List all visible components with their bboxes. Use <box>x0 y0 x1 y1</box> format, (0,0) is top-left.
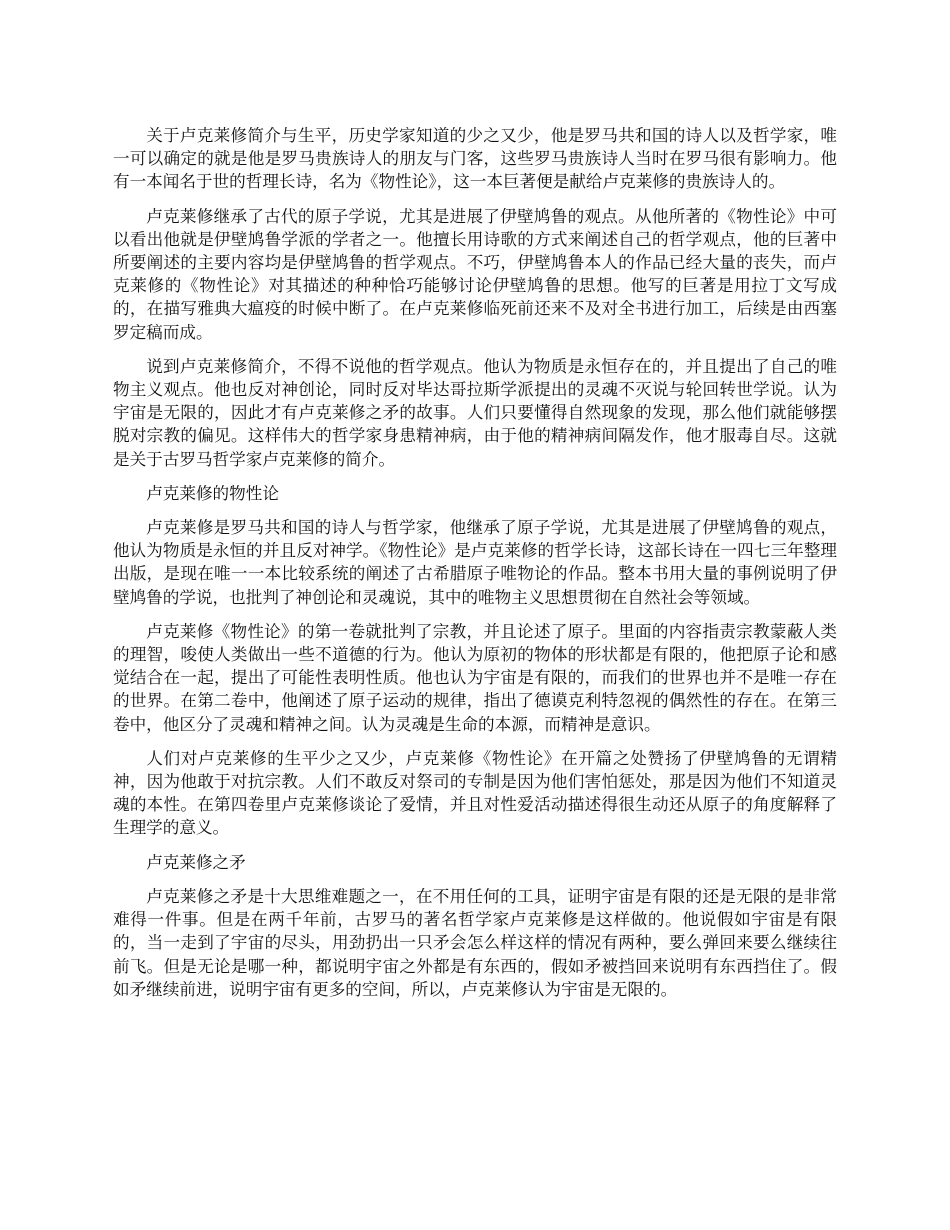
paragraph-intro: 关于卢克莱修简介与生平，历史学家知道的少之又少，他是罗马共和国的诗人以及哲学家，唯一可以确定的就是他是罗马贵族诗人的朋友与门客，这些罗马贵族诗人当时在罗马很有影响力。他有一本闻名于世的哲理长诗，名为《物性论》，这一本巨著便是献给卢克莱修的贵族诗人的。 <box>113 126 837 192</box>
paragraph-book-four: 人们对卢克莱修的生平少之又少，卢克莱修《物性论》在开篇之处赞扬了伊壁鸠鲁的无谓精神，因为他敢于对抗宗教。人们不敢反对祭司的专制是因为他们害怕惩处，那是因为他们不知道灵魂的本性。在第四卷里卢克莱修谈论了爱情，并且对性爱活动描述得很生动还从原子的角度解释了生理学的意义。 <box>113 748 837 838</box>
paragraph-atomism: 卢克莱修继承了古代的原子学说，尤其是进展了伊壁鸠鲁的观点。从他所著的《物性论》中可以看出他就是伊壁鸠鲁学派的学者之一。他擅长用诗歌的方式来阐述自己的哲学观点，他的巨著中所要阐述的主要内容均是伊壁鸠鲁的哲学观点。不巧，伊壁鸠鲁本人的作品已经大量的丧失，而卢克莱修的《物性论》对其描述的种种恰巧能够讨论伊壁鸠鲁的思想。他写的巨著是用拉丁文写成的，在描写雅典大瘟疫的时候中断了。在卢克莱修临死前还来不及对全书进行加工，后续是由西塞罗定稿而成。 <box>113 206 837 342</box>
paragraph-spear-argument: 卢克莱修之矛是十大思维难题之一，在不用任何的工具，证明宇宙是有限的还是无限的是非常难得一件事。但是在两千年前，古罗马的著名哲学家卢克莱修是这样做的。他说假如宇宙是有限的，当一走到了宇宙的尽头，用劲扔出一只矛会怎么样这样的情况有两种，要么弹回来要么继续往前飞。但是无论是哪一种，都说明宇宙之外都是有东西的，假如矛被挡回来说明有东西挡住了。假如矛继续前进，说明宇宙有更多的空间，所以，卢克莱修认为宇宙是无限的。 <box>113 886 837 999</box>
section-heading-de-rerum-natura: 卢克莱修的物性论 <box>146 483 279 503</box>
document-body <box>113 124 837 1012</box>
paragraph-book-contents: 卢克莱修《物性论》的第一卷就批判了宗教，并且论述了原子。里面的内容指责宗教蒙蔽人类的理智，唆使人类做出一些不道德的行为。他认为原初的物体的形状都是有限的，他把原子论和感觉结合在一起，提出了可能性表明性质。他也认为宇宙是有限的，而我们的世界也并不是唯一存在的世界。在第二卷中，他阐述了原子运动的规律，指出了德谟克利特忽视的偶然性的存在。在第三卷中，他区分了灵魂和精神之间。认为灵魂是生命的本源，而精神是意识。 <box>113 621 837 734</box>
paragraph-de-rerum-natura-overview: 卢克莱修是罗马共和国的诗人与哲学家，他继承了原子学说，尤其是进展了伊壁鸠鲁的观点，他认为物质是永恒的并且反对神学。《物性论》是卢克莱修的哲学长诗，这部长诗在一四七三年整理出版，是现在唯一一本比较系统的阐述了古希腊原子唯物论的作品。整本书用大量的事例说明了伊壁鸠鲁的学说，也批判了神创论和灵魂说，其中的唯物主义思想贯彻在自然社会等领域。 <box>113 518 837 607</box>
paragraph-philosophy: 说到卢克莱修简介，不得不说他的哲学观点。他认为物质是永恒存在的，并且提出了自己的唯物主义观点。他也反对神创论，同时反对毕达哥拉斯学派提出的灵魂不灭说与轮回转世学说。认为宇宙是无限的，因此才有卢克莱修之矛的故事。人们只要懂得自然现象的发现，那么他们就能够摆脱对宗教的偏见。这样伟大的哲学家身患精神病，由于他的精神病间隔发作，他才服毒自尽。这就是关于古罗马哲学家卢克莱修的简介。 <box>113 356 837 469</box>
section-heading-spear: 卢克莱修之矛 <box>146 852 246 872</box>
